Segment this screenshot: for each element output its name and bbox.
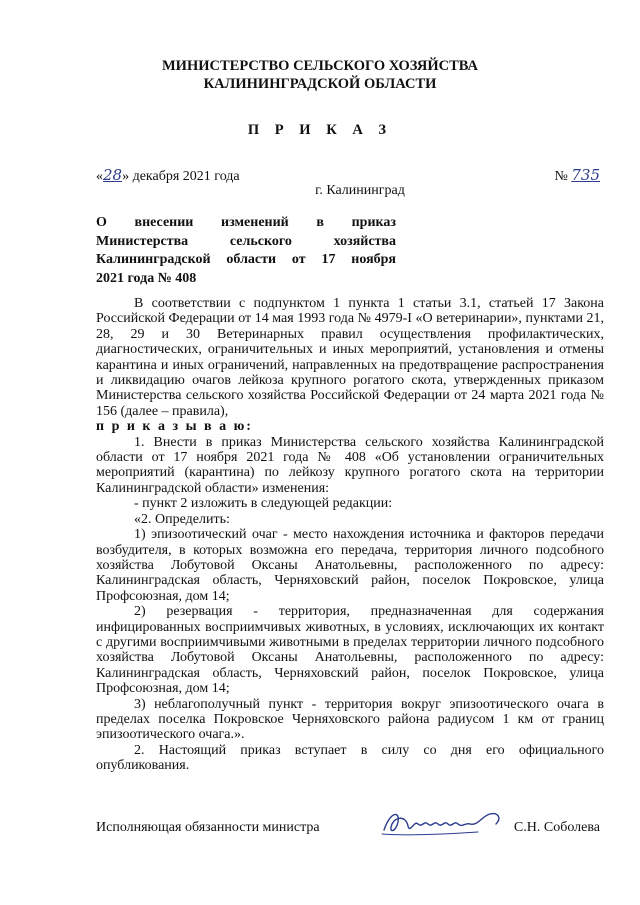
ministry-header: [0, 57, 640, 93]
date-rest: » декабря 2021 года: [122, 169, 240, 184]
body-paragraph: - пункт 2 изложить в следующей редакции:: [134, 496, 393, 512]
body-paragraph: 1. Внести в приказ Министерства сельского хозяйства Калининградской области от 17 ноября 2021 года № 408 «Об установлении ограничительных мероприятий (карантина) по лейкозу крупного рогатого скота на территории Калининградской области» изменения:: [96, 434, 604, 496]
subject-line: 2021 года № 408: [96, 270, 197, 286]
body-paragraph: 1) эпизоотический очаг - место нахождения источника и факторов передачи возбудителя, в которых возможна его передача, территория личного подсобного хозяйства Лобутовой Оксаны Анатольевны, расположенного по адресу: Калининградская область, Черняховский район, поселок Покровское, улица Профсоюзная, дом 14;: [96, 527, 604, 604]
body-paragraph: 2. Настоящий приказ вступает в силу со дня его официального опубликования.: [96, 742, 604, 774]
signatory-position: Исполняющая обязанности министра: [96, 820, 320, 835]
date-day-handwritten: 28: [103, 166, 123, 184]
number-handwritten: 735: [571, 166, 600, 184]
body-paragraph: 2) резервация - территория, предназначенная для содержания инфицированных восприимчивых животных, в условиях, исключающих их контакт с другими восприимчивыми животными в пределах территории личного подсобного хозяйства Лобутовой Оксаны Анатольевны, расположенного по адресу: Калининградская область, Черняховский район, поселок Покровское, улица Профсоюзная, дом 14;: [96, 604, 604, 697]
ministry-name-line1: МИНИСТЕРСТВО СЕЛЬСКОГО ХОЗЯЙСТВА: [162, 58, 478, 74]
document-body: [96, 296, 604, 774]
subject-line: Министерства сельского хозяйства: [96, 233, 396, 249]
number-prefix: №: [554, 169, 572, 184]
signatory-name: С.Н. Соболева: [513, 820, 600, 835]
subject-line: О внесении изменений в приказ: [96, 215, 396, 230]
body-paragraph: 3) неблагополучный пункт - территория вокруг эпизоотического очага в пределах поселка Покровское Черняховского района радиусом 1 км от границ эпизоотического очага.».: [96, 696, 604, 743]
body-paragraph: В соответствии с подпунктом 1 пункта 1 статьи 3.1, статьей 17 Закона Российской Федерации от 14 мая 1993 года № 4979-I «О ветеринарии», пунктами 21, 28, 29 и 30 Ветеринарных правил осуществления профилактических, диагностических, ограничительных и иных мероприятий, установления и отмены карантина и иных ограничений, направленных на предотвращение распространения и ликвидацию очагов лейкоза крупного рогатого скота, утвержденных приказом Министерства сельского хозяйства Российской Федерации от 24 марта 2021 года № 156 (далее – правила),: [96, 296, 604, 419]
date-open-quote: «: [96, 169, 103, 184]
document-city: г. Калининград: [315, 183, 405, 198]
document-subject: [96, 214, 396, 288]
subject-line: Калининградской области от 17 ноября: [96, 252, 396, 267]
orders-keyword: п р и к а з ы в а ю:: [96, 419, 253, 435]
body-paragraph: «2. Определить:: [134, 511, 230, 527]
ministry-name-line2: КАЛИНИНГРАДСКОЙ ОБЛАСТИ: [203, 76, 437, 92]
document-title: П Р И К А З: [247, 122, 393, 138]
handwritten-signature: [378, 806, 508, 840]
